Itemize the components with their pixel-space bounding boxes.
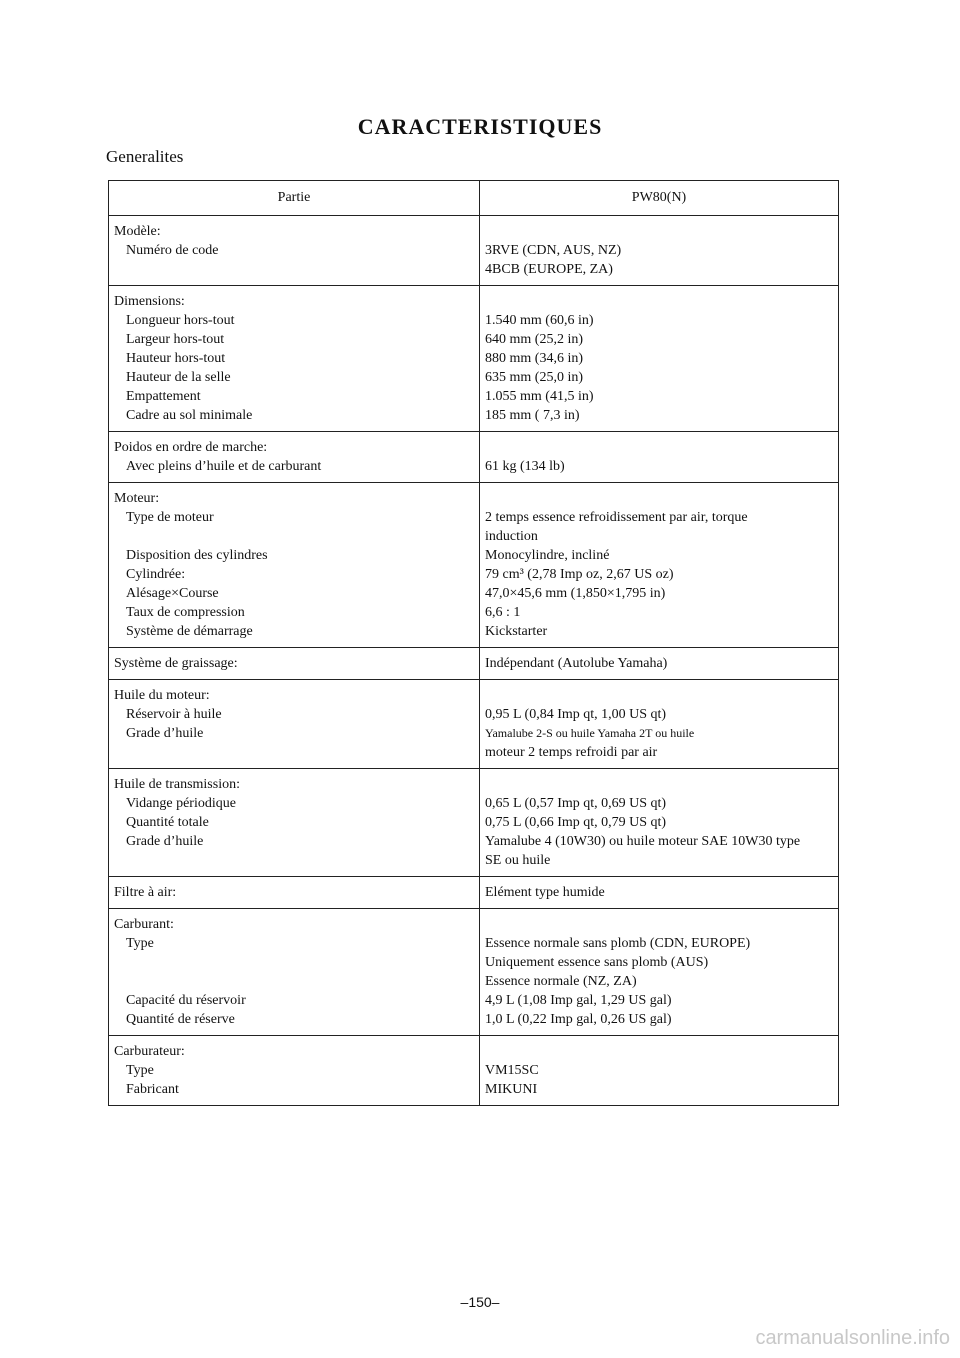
blank-line (485, 292, 838, 311)
spec-label: Cadre au sol minimale (126, 408, 253, 423)
spec-value-cell (480, 877, 839, 909)
spec-value-cell (480, 648, 839, 680)
spec-value: Uniquement essence sans plomb (AUS) (485, 955, 709, 970)
spec-value: SE ou huile (485, 853, 551, 868)
blank-line (114, 527, 479, 546)
spec-label: Largeur hors-tout (126, 332, 225, 347)
spec-value: MIKUNI (485, 1082, 538, 1097)
spec-label: Fabricant (126, 1082, 179, 1097)
page-title: CARACTERISTIQUES (357, 114, 603, 139)
spec-value: 880 mm (34,6 in) (485, 351, 583, 366)
spec-value: Monocylindre, incliné (485, 548, 610, 563)
spec-label: Réservoir à huile (126, 707, 222, 722)
spec-value-cell (480, 483, 839, 648)
spec-label: Carburant: (114, 917, 174, 932)
spec-value-cell (480, 769, 839, 877)
blank-line (485, 1042, 838, 1061)
spec-part-cell (109, 1036, 480, 1106)
spec-value: 640 mm (25,2 in) (485, 332, 583, 347)
spec-label: Carburateur: (114, 1044, 185, 1059)
spec-part-cell (109, 680, 480, 769)
blank-line (485, 438, 838, 457)
spec-label: Filtre à air: (114, 885, 177, 900)
spec-label: Grade d’huile (126, 834, 204, 849)
spec-value: 2 temps essence refroidissement par air, torque (485, 510, 748, 525)
spec-part-cell (109, 769, 480, 877)
spec-label: Hauteur hors-tout (126, 351, 226, 366)
blank-line (485, 222, 838, 241)
spec-part-cell (109, 909, 480, 1036)
header-part: Partie (109, 181, 480, 216)
spec-label: Cylindrée: (126, 567, 186, 582)
spec-label: Modèle: (114, 224, 161, 239)
spec-label: Quantité totale (126, 815, 209, 830)
spec-value: 79 cm³ (2,78 Imp oz, 2,67 US oz) (485, 567, 674, 582)
spec-label: Type de moteur (126, 510, 214, 525)
spec-label: Dimensions: (114, 294, 185, 309)
spec-value: Kickstarter (485, 624, 548, 639)
blank-line (485, 915, 838, 934)
spec-value: 185 mm ( 7,3 in) (485, 408, 580, 423)
spec-label: Huile du moteur: (114, 688, 210, 703)
spec-part-cell (109, 432, 480, 483)
spec-label: Huile de transmission: (114, 777, 240, 792)
table-row (109, 1036, 839, 1106)
blank-line (114, 743, 479, 762)
spec-label: Numéro de code (126, 243, 219, 258)
spec-value: Elément type humide (485, 885, 605, 900)
spec-value: Yamalube 4 (10W30) ou huile moteur SAE 10W30 type (485, 834, 801, 849)
table-row (109, 648, 839, 680)
table-row (109, 769, 839, 877)
spec-label: Alésage×Course (126, 586, 219, 601)
blank-line (114, 260, 479, 279)
spec-value: 4BCB (EUROPE, ZA) (485, 262, 613, 277)
spec-label: Type (126, 1063, 154, 1078)
spec-label: Grade d’huile (126, 726, 204, 741)
spec-table-body (109, 181, 839, 1106)
spec-label: Système de graissage: (114, 656, 238, 671)
spec-value: 6,6 : 1 (485, 605, 521, 620)
blank-line (114, 953, 479, 972)
spec-value-cell (480, 216, 839, 286)
blank-line (485, 775, 838, 794)
spec-part-cell (109, 216, 480, 286)
spec-value: Essence normale sans plomb (CDN, EUROPE) (485, 936, 751, 951)
blank-line (485, 686, 838, 705)
spec-part-cell (109, 286, 480, 432)
spec-value: 0,75 L (0,66 Imp qt, 0,79 US qt) (485, 815, 667, 830)
spec-label: Capacité du réservoir (126, 993, 246, 1008)
spec-label: Hauteur de la selle (126, 370, 231, 385)
spec-label: Vidange périodique (126, 796, 236, 811)
watermark: carmanualsonline.info (755, 1327, 950, 1349)
spec-value-cell (480, 432, 839, 483)
table-row (109, 216, 839, 286)
section-subtitle: Generalites (106, 147, 184, 166)
spec-part-cell (109, 648, 480, 680)
spec-value: 1.055 mm (41,5 in) (485, 389, 594, 404)
spec-value-cell (480, 680, 839, 769)
header-model: PW80(N) (480, 181, 839, 216)
spec-value: Indépendant (Autolube Yamaha) (485, 656, 668, 671)
blank-line (114, 851, 479, 870)
spec-value: 61 kg (134 lb) (485, 459, 565, 474)
spec-value-cell (480, 1036, 839, 1106)
spec-value-cell (480, 909, 839, 1036)
spec-label: Poidos en ordre de marche: (114, 440, 268, 455)
spec-value: VM15SC (485, 1063, 539, 1078)
page-number: –150– (460, 1294, 500, 1310)
spec-value: 0,95 L (0,84 Imp qt, 1,00 US qt) (485, 707, 667, 722)
spec-value: 0,65 L (0,57 Imp qt, 0,69 US qt) (485, 796, 667, 811)
spec-label: Quantité de réserve (126, 1012, 235, 1027)
table-row (109, 909, 839, 1036)
spec-label: Empattement (126, 389, 201, 404)
spec-value: 1.540 mm (60,6 in) (485, 313, 594, 328)
spec-value: 3RVE (CDN, AUS, NZ) (485, 243, 622, 258)
spec-label: Taux de compression (126, 605, 245, 620)
spec-value: Essence normale (NZ, ZA) (485, 974, 637, 989)
blank-line (485, 489, 838, 508)
spec-value-cell (480, 286, 839, 432)
table-row (109, 483, 839, 648)
spec-label: Avec pleins d’huile et de carburant (126, 459, 322, 474)
spec-label: Longueur hors-tout (126, 313, 235, 328)
spec-label: Type (126, 936, 154, 951)
spec-value: 1,0 L (0,22 Imp gal, 0,26 US gal) (485, 1012, 672, 1027)
table-header-row (109, 181, 839, 216)
spec-part-cell (109, 483, 480, 648)
table-row (109, 286, 839, 432)
spec-label: Disposition des cylindres (126, 548, 268, 563)
blank-line (114, 972, 479, 991)
table-row (109, 432, 839, 483)
spec-value: 635 mm (25,0 in) (485, 370, 583, 385)
spec-table (108, 180, 839, 1106)
spec-value: Yamalube 2-S ou huile Yamaha 2T ou huile (485, 726, 695, 740)
spec-label: Système de démarrage (126, 624, 253, 639)
spec-value: 4,9 L (1,08 Imp gal, 1,29 US gal) (485, 993, 672, 1008)
spec-value: moteur 2 temps refroidi par air (485, 745, 658, 760)
spec-part-cell (109, 877, 480, 909)
table-row (109, 680, 839, 769)
spec-label: Moteur: (114, 491, 160, 506)
spec-value: induction (485, 529, 538, 544)
spec-value: 47,0×45,6 mm (1,850×1,795 in) (485, 586, 666, 601)
table-row (109, 877, 839, 909)
